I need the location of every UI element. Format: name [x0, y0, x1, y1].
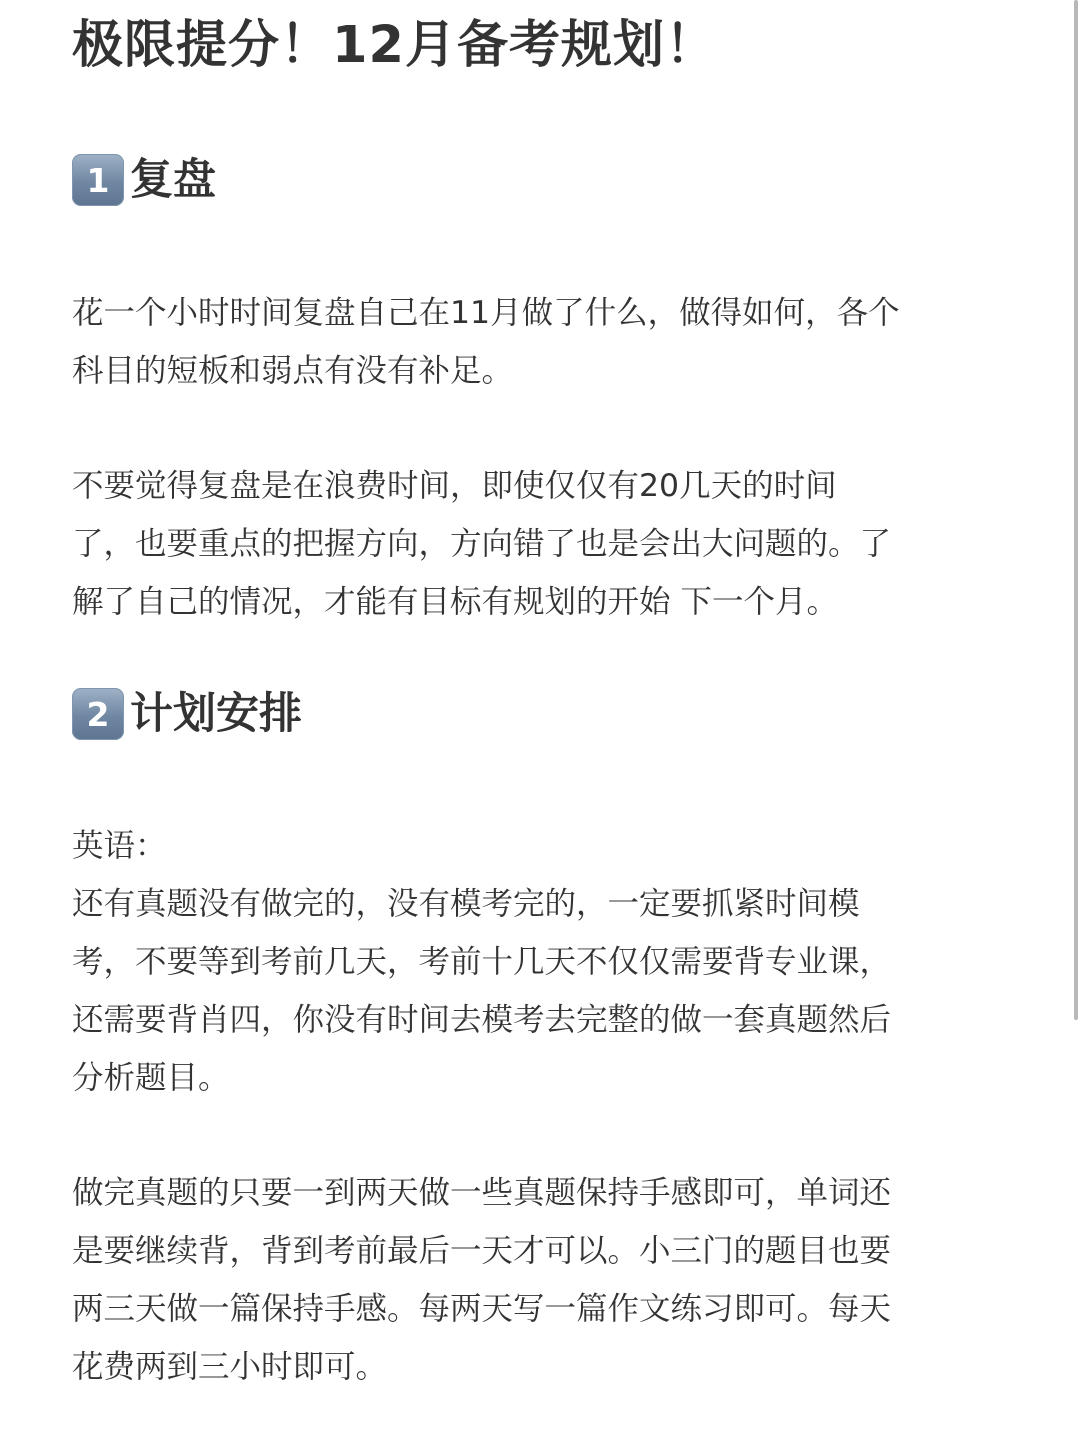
- section-heading-text: 复盘: [130, 155, 216, 205]
- paragraph-line: 做完真题的只要一到两天做一些真题保持手感即可，单词还: [72, 1175, 892, 1211]
- paragraph: [72, 817, 1017, 1107]
- paragraph-line: 不要觉得复盘是在浪费时间，即使仅仅有20几天的时间: [72, 468, 837, 504]
- keycap-two-icon: 2: [72, 688, 124, 740]
- scrollbar-thumb[interactable]: [1074, 0, 1078, 1020]
- paragraph-line: 分析题目。: [72, 1060, 230, 1096]
- paragraph-line: 了，也要重点的把握方向，方向错了也是会出大问题的。了: [72, 526, 892, 562]
- scrollbar[interactable]: [1070, 0, 1080, 1440]
- paragraph-line: 是要继续背，背到考前最后一天才可以。小三门的题目也要: [72, 1233, 892, 1269]
- paragraph: [72, 457, 1017, 631]
- paragraph-line: 科目的短板和弱点有没有补足。: [72, 353, 514, 389]
- paragraph-line: 英语：: [72, 828, 167, 864]
- keycap-one-icon: 1: [72, 154, 124, 206]
- article-title: 极限提分！12月备考规划！: [72, 16, 717, 75]
- paragraph-line: 还有真题没有做完的，没有模考完的，一定要抓紧时间模: [72, 886, 860, 922]
- paragraph-line: 考，不要等到考前几天，考前十几天不仅仅需要背专业课，: [72, 944, 892, 980]
- paragraph-line: 解了自己的情况，才能有目标有规划的开始 下一个月。: [72, 584, 839, 620]
- paragraph: [72, 1164, 1017, 1396]
- section-heading-text: 计划安排: [130, 689, 302, 739]
- section-heading-plan: [72, 686, 302, 742]
- paragraph-line: 两三天做一篇保持手感。每两天写一篇作文练习即可。每天: [72, 1291, 892, 1327]
- paragraph: [72, 284, 1017, 400]
- paragraph-line: 还需要背肖四，你没有时间去模考去完整的做一套真题然后: [72, 1002, 892, 1038]
- paragraph-line: 花一个小时时间复盘自己在11月做了什么，做得如何，各个: [72, 295, 900, 331]
- section-heading-review: [72, 152, 216, 208]
- paragraph-line: 花费两到三小时即可。: [72, 1349, 388, 1385]
